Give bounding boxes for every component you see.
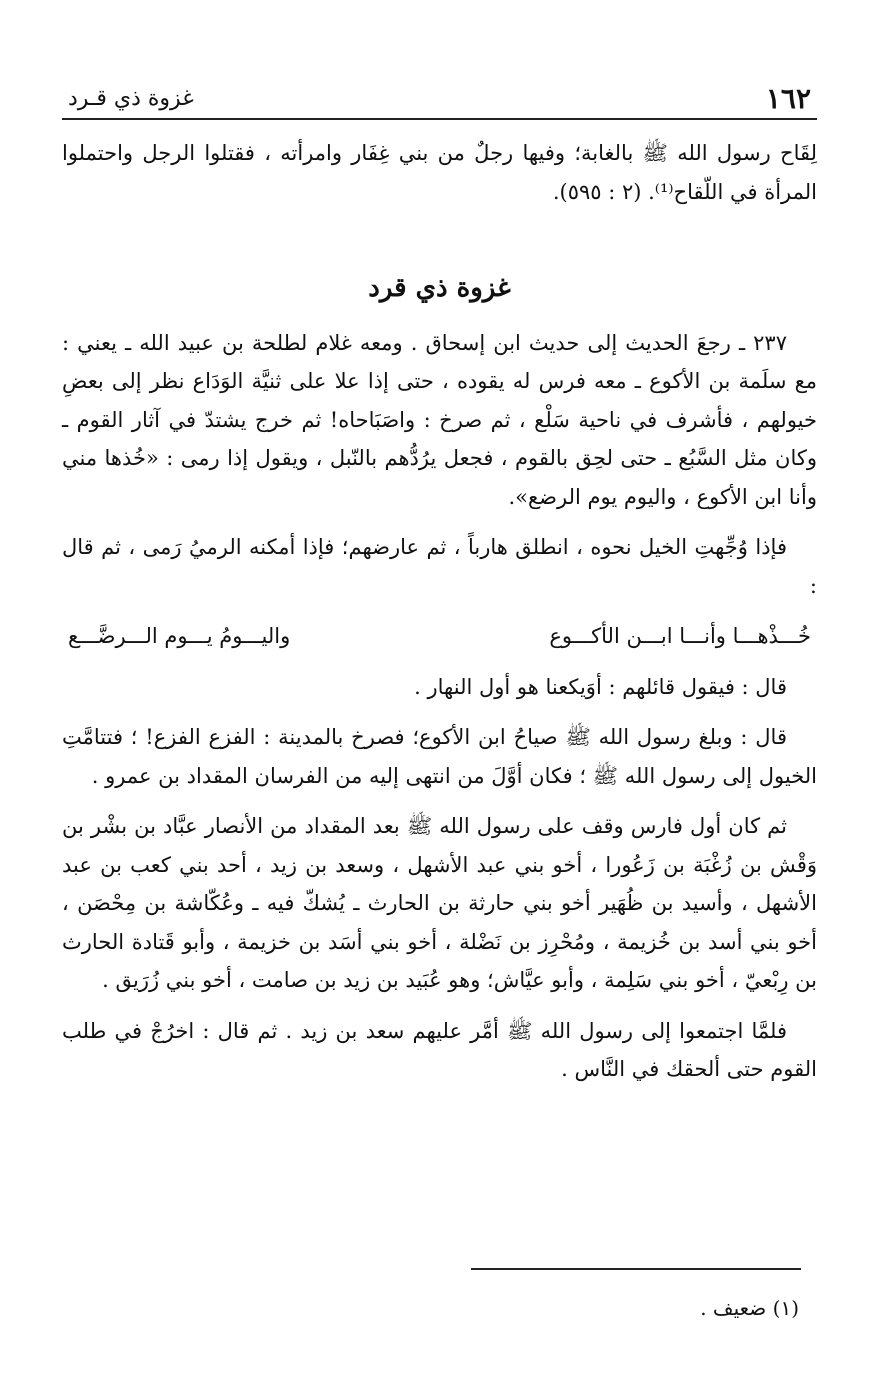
page-header [62,78,817,120]
page-number: ١٦٢ [765,82,811,115]
paragraph: قال : فيقول قائلهم : أوَيكعنا هو أول النهار . [414,674,787,699]
paragraph: ثم كان أول فارس وقف على رسول الله ﷺ بعد المقداد من الأنصار عبَّاد بن بشْر بن وَقْش بن زُغْبَة بن زَعُورا ، أخو بني عبد الأشهل ، وسعد بن زيد ، أحد بني كعب بن عبد الأشهل ، وأسيد بن ظُهَير أخو بني حارثة بن الحارث ـ يُشكّ فيه ـ وعُكّاشة بن مِحْصَن ، أخو بني أسد بن خُزيمة ، ومُحْرِز بن نَضْلة ، أخو بني أسَد بن خزيمة ، وأبو قَتادة الحارث بن رِبْعيّ ، أخو بني سَلِمة ، وأبو عيَّاش؛ وهو عُبَيد بن زيد بن صامت ، أخو بني زُرَيق . [62,814,817,992]
verse-hemistich-right: خُـــذْهـــا وأنـــا ابـــن الأكـــوع [549,624,811,648]
verse-line [62,617,817,656]
page-body [62,134,817,1101]
running-title: غزوة ذي قـرد [68,86,194,111]
paragraph: فإذا وُجِّهتِ الخيل نحوه ، انطلق هارباً ، ثم عارضهم؛ فإذا أمكنه الرميُ رَمى ، ثم قال : [62,535,817,598]
paragraph: قال : وبلغ رسول الله ﷺ صياحُ ابن الأكوع؛ فصرخ بالمدينة : الفزع الفزع! ؛ فتتامَّتِ الخيول إلى رسول الله ﷺ ؛ فكان أوَّلَ من انتهى إليه من الفرسان المقداد بن عمرو . [62,725,817,788]
paragraph-237: ٢٣٧ ـ رجعَ الحديث إلى حديث ابن إسحاق . ومعه غلام لطلحة بن عبيد الله ـ يعني : مع سلَمة بن الأكوع ـ معه فرس له يقوده ، حتى إذا علا على ثنيَّة الوَدَاع نظر إلى بعضِ خيولهم ، فأشرف في ناحية سَلْع ، ثم صرخ : واصَبَاحاه! ثم خرج يشتدّ في آثار القوم ـ وكان مثل السَّبُع ـ حتى لحِق بالقوم ، فجعل يرُدُّهم بالنّبل ، ويقول إذا رمى : «خُذها مني وأنا ابن الأكوع ، واليوم يوم الرضع». [62,330,817,509]
intro-paragraph: لِقَاح رسول الله ﷺ بالغابة؛ وفيها رجلٌ من بني غِفَار وامرأته ، فقتلوا الرجل واحتملوا المرأة في اللّقاح⁽¹⁾. (٢ : ٥٩٥). [62,141,817,204]
paragraph: فلمَّا اجتمعوا إلى رسول الله ﷺ أمَّر عليهم سعد بن زيد . ثم قال : اخرُجْ في طلب القوم حتى ألحقك في النَّاس . [62,1018,817,1081]
footnote-1: (١) ضعيف . [700,1296,799,1320]
section-heading: غزوة ذي قرد [368,273,511,303]
verse-hemistich-left: واليـــومُ يـــوم الـــرضَّـــع [68,624,291,648]
footnote-divider [471,1268,801,1270]
footnotes [62,1292,799,1324]
